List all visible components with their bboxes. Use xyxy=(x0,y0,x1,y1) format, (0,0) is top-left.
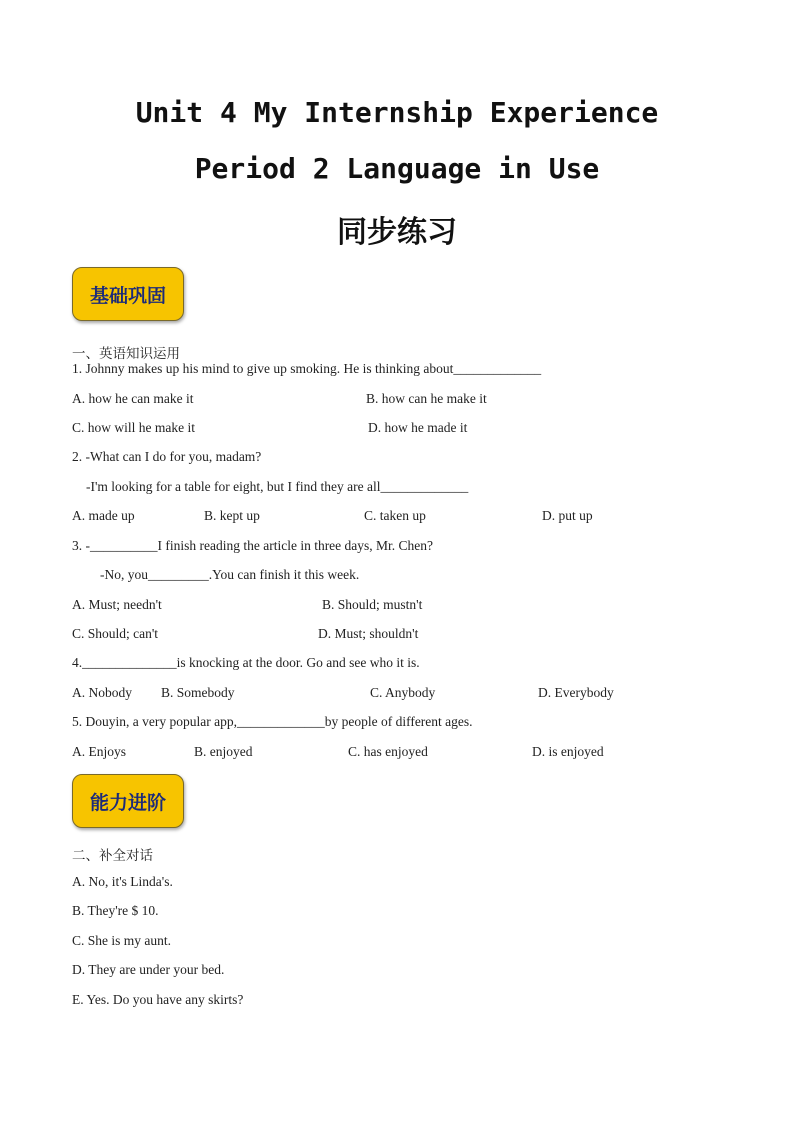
question-2-option-c: C. taken up xyxy=(364,508,426,523)
question-1-option-d: D. how he made it xyxy=(368,420,468,435)
question-1-option-a: A. how he can make it xyxy=(72,391,194,406)
question-5-option-c: C. has enjoyed xyxy=(348,744,428,759)
advanced-section-badge: 能力进阶 xyxy=(72,774,184,828)
question-4-stem: 4.______________is knocking at the door. Go and see who it is. xyxy=(72,655,420,670)
question-5-option-b: B. enjoyed xyxy=(194,744,253,759)
question-5-stem: 5. Douyin, a very popular app,_____________by people of different ages. xyxy=(72,714,473,729)
question-2-option-d: D. put up xyxy=(542,508,593,523)
question-3-option-d: D. Must; shouldn't xyxy=(318,626,419,641)
dialogue-option-c: C. She is my aunt. xyxy=(72,933,172,948)
question-3-option-a: A. Must; needn't xyxy=(72,597,162,612)
document-subtitle: Period 2 Language in Use xyxy=(194,152,600,185)
question-2-option-a: A. made up xyxy=(72,508,135,523)
question-3-stem-reply: -No, you_________.You can finish it this week. xyxy=(100,567,360,582)
section2-heading: 二、补全对话 xyxy=(72,848,153,864)
question-2-option-b: B. kept up xyxy=(204,508,260,523)
question-2-stem-reply: -I'm looking for a table for eight, but I find they are all_____________ xyxy=(86,479,469,494)
dialogue-option-d: D. They are under your bed. xyxy=(72,962,225,977)
question-4-option-b: B. Somebody xyxy=(161,685,235,700)
question-1-option-c: C. how will he make it xyxy=(72,420,195,435)
question-3-stem: 3. -__________I finish reading the article in three days, Mr. Chen? xyxy=(72,538,434,553)
dialogue-option-b: B. They're $ 10. xyxy=(72,903,159,918)
question-4-option-a: A. Nobody xyxy=(72,685,132,700)
question-5-option-a: A. Enjoys xyxy=(72,744,126,759)
question-2-stem: 2. -What can I do for you, madam? xyxy=(72,449,262,464)
section1-heading: 一、英语知识运用 xyxy=(72,346,180,362)
question-3-option-b: B. Should; mustn't xyxy=(322,597,423,612)
question-5-option-d: D. is enjoyed xyxy=(532,744,604,759)
question-1-option-b: B. how can he make it xyxy=(366,391,487,406)
question-4-option-d: D. Everybody xyxy=(538,685,614,700)
basic-section-badge: 基础巩固 xyxy=(72,267,184,321)
document-heading-cn: 同步练习 xyxy=(337,215,457,250)
document-title: Unit 4 My Internship Experience xyxy=(135,96,659,129)
dialogue-option-a: A. No, it's Linda's. xyxy=(72,874,173,889)
dialogue-option-e: E. Yes. Do you have any skirts? xyxy=(72,992,244,1007)
question-4-option-c: C. Anybody xyxy=(370,685,436,700)
question-3-option-c: C. Should; can't xyxy=(72,626,159,641)
question-1-stem: 1. Johnny makes up his mind to give up smoking. He is thinking about_____________ xyxy=(72,361,542,376)
